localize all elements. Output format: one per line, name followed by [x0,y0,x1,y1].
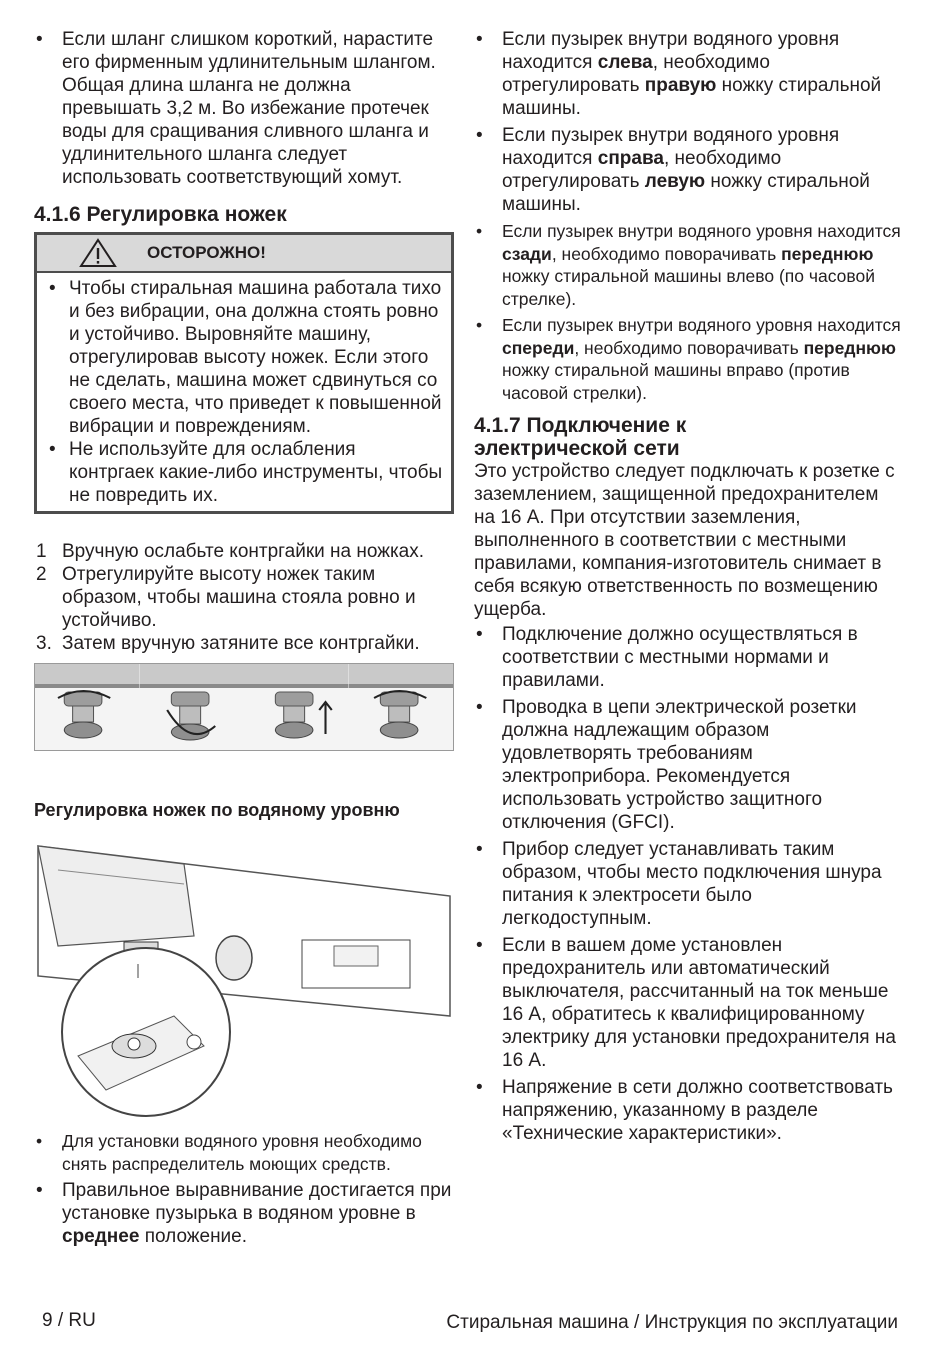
list-item: • Подключение должно осуществляться в соответствии с местными нормами и правилами. [474,623,904,692]
level-notes [34,1130,454,1248]
page-number: 9 / RU [42,1310,96,1331]
water-level-illustration [34,836,454,1126]
list-item: • Прибор следует устанавливать таким образом, чтобы место подключения шнура питания к электросети было легкодоступным. [474,838,904,930]
warning-list [37,273,451,511]
step-item: 1 Вручную ослабьте контргайки на ножках. [36,541,425,562]
warning-title: ОСТОРОЖНО! [147,243,266,262]
left-column [34,28,454,1248]
foot-illustration [35,664,140,750]
list-item: • Если пузырек внутри водяного уровня находится спереди, необходимо поворачивать переднюю ножку стиральной машины вправо (против часовой стрелки). [474,314,904,404]
warning-triangle-icon [79,238,117,268]
right-column [474,28,904,1145]
bubble-list [474,28,904,404]
warning-box [34,232,454,514]
list-item: • Напряжение в сети должно соответствовать напряжению, указанному в разделе «Технические характеристики». [474,1076,904,1145]
list-item: • Если пузырек внутри водяного уровня находится справа, необходимо отрегулировать левую ножку стиральной машины. [474,124,904,216]
list-item: • Правильное выравнивание достигается при установке пузырька в водяном уровне в среднее положение. [34,1179,454,1248]
feet-adjustment-illustrations [34,663,454,751]
footer-title: Стиральная машина / Инструкция по эксплуатации [446,1312,898,1333]
section-title-electric: 4.1.7 Подключение к электрической сети [474,414,687,460]
electric-list [474,623,904,1145]
list-item: • Проводка в цепи электрической розетки должна надлежащим образом удовлетворять требованиям электроприбора. Рекомендуется использовать устройство защитного отключения (GFCI). [474,696,904,834]
steps-list [34,540,454,655]
step-item: 3. Затем вручную затяните все контргайки. [36,633,420,654]
section-title-feet: 4.1.6 Регулировка ножек [34,203,287,226]
list-item: • Чтобы стиральная машина работала тихо и без вибрации, она должна стоять ровно и устойчиво. Выровняйте машину, отрегулировав высоту ножек. Если этого не сделать, машина может сдвинуться со своего места, что приведет к повышенной вибрации и повреждениям. [47,277,445,438]
list-item: • Если пузырек внутри водяного уровня находится слева, необходимо отрегулировать правую ножку стиральной машины. [474,28,904,120]
electric-intro: Это устройство следует подключать к розетке с заземлением, защищенной предохранителем на 16 А. При отсутствии заземления, выполненного в соответствии с местными правилами, компания-изготовитель снимает в себя всякую ответственность по возмещению ущерба. [474,461,895,620]
warning-header [37,235,451,273]
list-item: • Если пузырек внутри водяного уровня находится сзади, необходимо поворачивать переднюю ножку стиральной машины влево (по часовой стрелке). [474,220,904,310]
list-item: • Не используйте для ослабления контргаек какие-либо инструменты, чтобы не повредить их. [47,438,445,507]
list-item: • Если шланг слишком короткий, нарастите его фирменным удлинительным шлангом. Общая длина шланга не должна превышать 3,2 м. Во избежание протечек воды для сращивания сливного шланга и удлинительного шланга следует использовать соответствующий хомут. [34,28,454,189]
foot-illustration [140,664,245,750]
level-title: Регулировка ножек по водяному уровню [34,800,400,820]
intro-list [34,28,454,189]
step-item: 2 Отрегулируйте высоту ножек таким образом, чтобы машина стояла ровно и устойчиво. [36,564,416,631]
foot-illustration [349,664,454,750]
list-item: • Если в вашем доме установлен предохранитель или автоматический выключателя, рассчитанный на ток меньше 16 А, обратитесь к квалифицированному электрику для установки предохранителя на 16 А. [474,934,904,1072]
list-item: • Для установки водяного уровня необходимо снять распределитель моющих средств. [34,1130,454,1175]
foot-illustration [244,664,349,750]
